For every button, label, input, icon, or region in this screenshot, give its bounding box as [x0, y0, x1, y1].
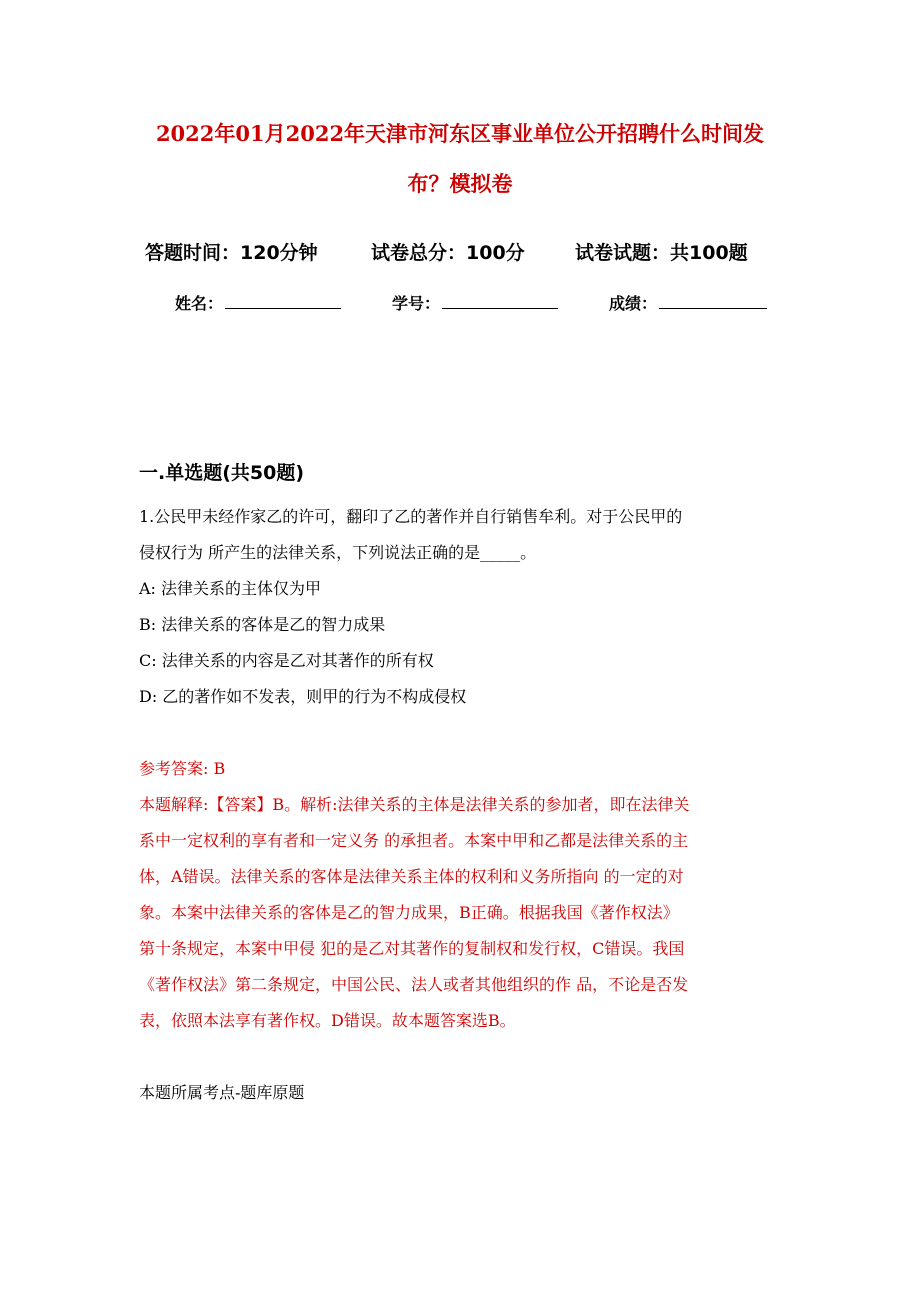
- explanation-line-2: 系中一定权利的享有者和一定义务 的承担者。本案中甲和乙都是法律关系的主: [139, 831, 689, 850]
- explanation-line-6: 《著作权法》第二条规定，中国公民、法人或者其他组织的作 品，不论是否发: [139, 975, 689, 994]
- explanation-line-5: 第十条规定，本案中甲侵 犯的是乙对其著作的复制权和发行权，C错误。我国: [139, 939, 685, 958]
- document-title-line-1: 2022年01月2022年天津市河东区事业单位公开招聘什么时间发: [155, 121, 765, 146]
- exam-total-score: 试卷总分：100分: [371, 242, 525, 264]
- score-field: [609, 290, 767, 316]
- exam-question-count: 试卷试题：共100题: [575, 242, 748, 264]
- name-blank: [225, 290, 341, 309]
- section-heading: 一.单选题(共50题): [139, 462, 305, 484]
- option-d: D: 乙的著作如不发表，则甲的行为不构成侵权: [139, 687, 467, 706]
- name-field: [175, 290, 341, 316]
- reference-answer: 参考答案: B: [139, 759, 226, 778]
- explanation-line-1: 本题解释:【答案】B。解析:法律关系的主体是法律关系的参加者，即在法律关: [139, 795, 690, 814]
- explanation-line-7: 表，依照本法享有著作权。D错误。故本题答案选B。: [139, 1011, 516, 1030]
- student-id-field: [392, 290, 558, 316]
- option-b: B: 法律关系的客体是乙的智力成果: [139, 615, 386, 634]
- name-label: 姓名：: [175, 294, 224, 313]
- question-stem-line-2: 侵权行为 所产生的法律关系，下列说法正确的是_____。: [139, 543, 537, 562]
- score-label: 成绩：: [609, 294, 658, 313]
- question-source: 本题所属考点-题库原题: [139, 1083, 305, 1102]
- student-id-blank: [442, 290, 558, 309]
- option-c: C: 法律关系的内容是乙对其著作的所有权: [139, 651, 434, 670]
- score-blank: [659, 290, 767, 309]
- student-id-label: 学号：: [392, 294, 441, 313]
- explanation-line-4: 象。本案中法律关系的客体是乙的智力成果，B正确。根据我国《著作权法》: [139, 903, 679, 922]
- exam-duration: 答题时间：120分钟: [145, 242, 318, 264]
- explanation-line-3: 体，A错误。法律关系的客体是法律关系主体的权利和义务所指向 的一定的对: [139, 867, 684, 886]
- option-a: A: 法律关系的主体仅为甲: [139, 579, 322, 598]
- document-title-line-2: 布？模拟卷: [407, 171, 513, 196]
- question-stem-line-1: 1.公民甲未经作家乙的许可，翻印了乙的著作并自行销售牟利。对于公民甲的: [139, 507, 683, 526]
